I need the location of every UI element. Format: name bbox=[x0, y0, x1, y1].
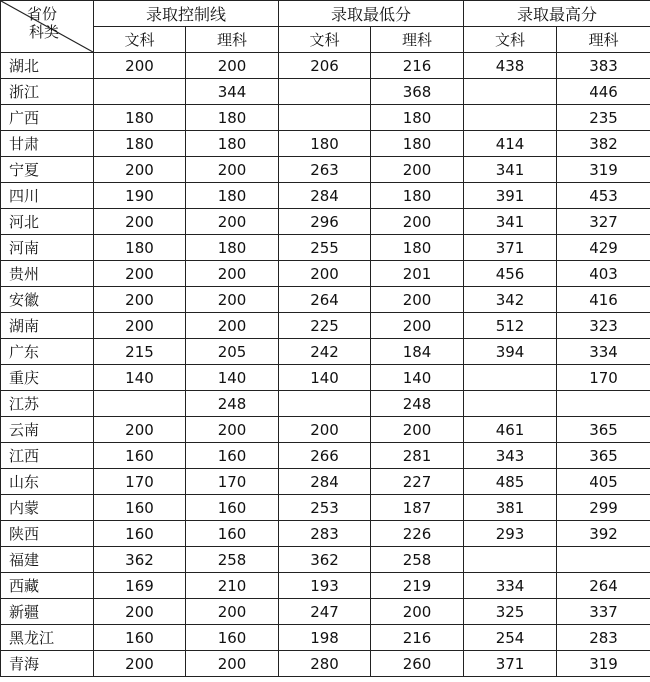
province-cell: 甘肃 bbox=[1, 131, 94, 157]
province-cell: 河南 bbox=[1, 235, 94, 261]
min-score-arts-cell: 255 bbox=[279, 235, 371, 261]
province-cell: 江西 bbox=[1, 443, 94, 469]
table-row bbox=[1, 391, 650, 417]
subheader-science: 理科 bbox=[186, 27, 279, 53]
max-score-arts-cell: 341 bbox=[464, 209, 557, 235]
province-cell: 西藏 bbox=[1, 573, 94, 599]
max-score-arts-cell: 394 bbox=[464, 339, 557, 365]
min-score-arts-cell: 247 bbox=[279, 599, 371, 625]
max-score-arts-cell: 438 bbox=[464, 53, 557, 79]
province-cell: 浙江 bbox=[1, 79, 94, 105]
table-row bbox=[1, 53, 650, 79]
min-score-arts-cell: 225 bbox=[279, 313, 371, 339]
max-score-arts-cell: 414 bbox=[464, 131, 557, 157]
control-line-arts-cell: 160 bbox=[94, 443, 186, 469]
control-line-science-cell: 200 bbox=[186, 261, 279, 287]
max-score-science-cell: 446 bbox=[557, 79, 650, 105]
table-row bbox=[1, 599, 650, 625]
header-row-groups bbox=[1, 1, 650, 27]
min-score-arts-cell: 198 bbox=[279, 625, 371, 651]
control-line-science-cell: 200 bbox=[186, 209, 279, 235]
min-score-science-cell: 184 bbox=[371, 339, 464, 365]
control-line-science-cell: 180 bbox=[186, 235, 279, 261]
table-row bbox=[1, 79, 650, 105]
max-score-arts-cell: 512 bbox=[464, 313, 557, 339]
province-cell: 福建 bbox=[1, 547, 94, 573]
min-score-science-cell: 216 bbox=[371, 53, 464, 79]
min-score-science-cell: 226 bbox=[371, 521, 464, 547]
max-score-science-cell: 365 bbox=[557, 443, 650, 469]
control-line-arts-cell: 200 bbox=[94, 261, 186, 287]
subheader-liberal-arts: 文科 bbox=[464, 27, 557, 53]
control-line-arts-cell: 200 bbox=[94, 651, 186, 677]
table-body bbox=[1, 53, 650, 677]
control-line-arts-cell: 200 bbox=[94, 209, 186, 235]
max-score-arts-cell: 371 bbox=[464, 235, 557, 261]
corner-label-province: 省份 bbox=[27, 5, 58, 23]
max-score-arts-cell: 343 bbox=[464, 443, 557, 469]
control-line-science-cell: 248 bbox=[186, 391, 279, 417]
max-score-science-cell: 283 bbox=[557, 625, 650, 651]
control-line-science-cell: 160 bbox=[186, 495, 279, 521]
min-score-arts-cell: 140 bbox=[279, 365, 371, 391]
control-line-arts-cell: 200 bbox=[94, 287, 186, 313]
control-line-science-cell: 258 bbox=[186, 547, 279, 573]
min-score-arts-cell: 193 bbox=[279, 573, 371, 599]
min-score-arts-cell: 200 bbox=[279, 417, 371, 443]
min-score-arts-cell: 264 bbox=[279, 287, 371, 313]
control-line-arts-cell bbox=[94, 391, 186, 417]
min-score-science-cell: 200 bbox=[371, 599, 464, 625]
min-score-arts-cell: 266 bbox=[279, 443, 371, 469]
table-row bbox=[1, 365, 650, 391]
min-score-arts-cell: 283 bbox=[279, 521, 371, 547]
control-line-arts-cell: 140 bbox=[94, 365, 186, 391]
min-score-science-cell: 200 bbox=[371, 209, 464, 235]
max-score-arts-cell: 391 bbox=[464, 183, 557, 209]
province-cell: 青海 bbox=[1, 651, 94, 677]
control-line-arts-cell: 180 bbox=[94, 105, 186, 131]
province-cell: 四川 bbox=[1, 183, 94, 209]
max-score-science-cell: 392 bbox=[557, 521, 650, 547]
max-score-arts-cell bbox=[464, 79, 557, 105]
group-header-min-score: 录取最低分 bbox=[279, 1, 464, 27]
min-score-science-cell: 200 bbox=[371, 417, 464, 443]
min-score-science-cell: 200 bbox=[371, 157, 464, 183]
control-line-arts-cell: 190 bbox=[94, 183, 186, 209]
min-score-arts-cell bbox=[279, 391, 371, 417]
province-cell: 黑龙江 bbox=[1, 625, 94, 651]
min-score-science-cell: 227 bbox=[371, 469, 464, 495]
table-row bbox=[1, 443, 650, 469]
max-score-science-cell: 299 bbox=[557, 495, 650, 521]
min-score-science-cell: 248 bbox=[371, 391, 464, 417]
province-cell: 云南 bbox=[1, 417, 94, 443]
control-line-science-cell: 344 bbox=[186, 79, 279, 105]
min-score-arts-cell: 284 bbox=[279, 183, 371, 209]
table-row bbox=[1, 495, 650, 521]
min-score-science-cell: 260 bbox=[371, 651, 464, 677]
control-line-arts-cell: 362 bbox=[94, 547, 186, 573]
control-line-science-cell: 200 bbox=[186, 313, 279, 339]
max-score-science-cell: 405 bbox=[557, 469, 650, 495]
control-line-arts-cell bbox=[94, 79, 186, 105]
province-cell: 山东 bbox=[1, 469, 94, 495]
corner-header-cell bbox=[1, 1, 94, 53]
min-score-science-cell: 140 bbox=[371, 365, 464, 391]
table-row bbox=[1, 339, 650, 365]
control-line-science-cell: 140 bbox=[186, 365, 279, 391]
max-score-arts-cell: 341 bbox=[464, 157, 557, 183]
province-cell: 河北 bbox=[1, 209, 94, 235]
max-score-arts-cell: 381 bbox=[464, 495, 557, 521]
table-row bbox=[1, 131, 650, 157]
max-score-science-cell: 383 bbox=[557, 53, 650, 79]
province-cell: 湖南 bbox=[1, 313, 94, 339]
max-score-science-cell: 319 bbox=[557, 157, 650, 183]
max-score-science-cell: 264 bbox=[557, 573, 650, 599]
control-line-science-cell: 170 bbox=[186, 469, 279, 495]
max-score-arts-cell: 485 bbox=[464, 469, 557, 495]
table-row bbox=[1, 287, 650, 313]
min-score-science-cell: 180 bbox=[371, 105, 464, 131]
max-score-science-cell: 403 bbox=[557, 261, 650, 287]
table-row bbox=[1, 183, 650, 209]
table-row bbox=[1, 573, 650, 599]
min-score-arts-cell: 253 bbox=[279, 495, 371, 521]
max-score-arts-cell: 371 bbox=[464, 651, 557, 677]
min-score-arts-cell: 263 bbox=[279, 157, 371, 183]
table-row bbox=[1, 105, 650, 131]
control-line-arts-cell: 200 bbox=[94, 53, 186, 79]
control-line-science-cell: 180 bbox=[186, 183, 279, 209]
control-line-arts-cell: 200 bbox=[94, 157, 186, 183]
control-line-science-cell: 180 bbox=[186, 105, 279, 131]
province-cell: 陕西 bbox=[1, 521, 94, 547]
min-score-arts-cell: 296 bbox=[279, 209, 371, 235]
min-score-arts-cell: 180 bbox=[279, 131, 371, 157]
control-line-arts-cell: 160 bbox=[94, 625, 186, 651]
subheader-liberal-arts: 文科 bbox=[279, 27, 371, 53]
min-score-arts-cell: 206 bbox=[279, 53, 371, 79]
max-score-arts-cell: 456 bbox=[464, 261, 557, 287]
max-score-arts-cell: 293 bbox=[464, 521, 557, 547]
control-line-science-cell: 205 bbox=[186, 339, 279, 365]
subheader-science: 理科 bbox=[371, 27, 464, 53]
min-score-science-cell: 180 bbox=[371, 183, 464, 209]
control-line-science-cell: 200 bbox=[186, 417, 279, 443]
max-score-science-cell: 334 bbox=[557, 339, 650, 365]
min-score-science-cell: 180 bbox=[371, 235, 464, 261]
province-cell: 宁夏 bbox=[1, 157, 94, 183]
max-score-arts-cell: 254 bbox=[464, 625, 557, 651]
max-score-science-cell bbox=[557, 391, 650, 417]
max-score-science-cell: 429 bbox=[557, 235, 650, 261]
header-row-subjects bbox=[1, 27, 650, 53]
max-score-science-cell: 416 bbox=[557, 287, 650, 313]
max-score-science-cell: 235 bbox=[557, 105, 650, 131]
table-row bbox=[1, 235, 650, 261]
table-row bbox=[1, 157, 650, 183]
min-score-arts-cell: 242 bbox=[279, 339, 371, 365]
province-cell: 新疆 bbox=[1, 599, 94, 625]
min-score-arts-cell bbox=[279, 105, 371, 131]
min-score-science-cell: 180 bbox=[371, 131, 464, 157]
table-row bbox=[1, 417, 650, 443]
table-row bbox=[1, 521, 650, 547]
control-line-science-cell: 160 bbox=[186, 443, 279, 469]
group-header-control-line: 录取控制线 bbox=[94, 1, 279, 27]
table-row bbox=[1, 469, 650, 495]
subheader-liberal-arts: 文科 bbox=[94, 27, 186, 53]
min-score-science-cell: 200 bbox=[371, 313, 464, 339]
control-line-science-cell: 200 bbox=[186, 53, 279, 79]
max-score-science-cell: 170 bbox=[557, 365, 650, 391]
province-cell: 贵州 bbox=[1, 261, 94, 287]
province-cell: 广东 bbox=[1, 339, 94, 365]
min-score-arts-cell: 280 bbox=[279, 651, 371, 677]
max-score-science-cell: 323 bbox=[557, 313, 650, 339]
max-score-arts-cell: 461 bbox=[464, 417, 557, 443]
control-line-science-cell: 180 bbox=[186, 131, 279, 157]
control-line-science-cell: 200 bbox=[186, 287, 279, 313]
control-line-arts-cell: 180 bbox=[94, 235, 186, 261]
province-cell: 广西 bbox=[1, 105, 94, 131]
min-score-science-cell: 216 bbox=[371, 625, 464, 651]
province-cell: 湖北 bbox=[1, 53, 94, 79]
max-score-science-cell: 382 bbox=[557, 131, 650, 157]
table-row bbox=[1, 651, 650, 677]
control-line-science-cell: 210 bbox=[186, 573, 279, 599]
min-score-science-cell: 258 bbox=[371, 547, 464, 573]
max-score-arts-cell bbox=[464, 365, 557, 391]
max-score-science-cell: 337 bbox=[557, 599, 650, 625]
control-line-science-cell: 200 bbox=[186, 599, 279, 625]
control-line-arts-cell: 200 bbox=[94, 313, 186, 339]
control-line-arts-cell: 160 bbox=[94, 521, 186, 547]
province-cell: 重庆 bbox=[1, 365, 94, 391]
control-line-arts-cell: 160 bbox=[94, 495, 186, 521]
min-score-arts-cell: 362 bbox=[279, 547, 371, 573]
table-row bbox=[1, 313, 650, 339]
province-cell: 江苏 bbox=[1, 391, 94, 417]
table-row bbox=[1, 261, 650, 287]
min-score-arts-cell: 284 bbox=[279, 469, 371, 495]
control-line-science-cell: 200 bbox=[186, 157, 279, 183]
table-row bbox=[1, 209, 650, 235]
control-line-arts-cell: 200 bbox=[94, 417, 186, 443]
max-score-arts-cell: 325 bbox=[464, 599, 557, 625]
min-score-science-cell: 187 bbox=[371, 495, 464, 521]
max-score-arts-cell: 342 bbox=[464, 287, 557, 313]
max-score-science-cell: 327 bbox=[557, 209, 650, 235]
max-score-science-cell: 453 bbox=[557, 183, 650, 209]
table-row bbox=[1, 547, 650, 573]
control-line-arts-cell: 200 bbox=[94, 599, 186, 625]
max-score-arts-cell bbox=[464, 391, 557, 417]
min-score-science-cell: 201 bbox=[371, 261, 464, 287]
corner-label-category: 科类 bbox=[29, 23, 60, 41]
control-line-arts-cell: 170 bbox=[94, 469, 186, 495]
control-line-science-cell: 160 bbox=[186, 625, 279, 651]
min-score-science-cell: 368 bbox=[371, 79, 464, 105]
province-cell: 内蒙 bbox=[1, 495, 94, 521]
subheader-science: 理科 bbox=[557, 27, 650, 53]
min-score-arts-cell bbox=[279, 79, 371, 105]
min-score-science-cell: 219 bbox=[371, 573, 464, 599]
min-score-science-cell: 200 bbox=[371, 287, 464, 313]
control-line-arts-cell: 169 bbox=[94, 573, 186, 599]
max-score-science-cell: 365 bbox=[557, 417, 650, 443]
control-line-science-cell: 160 bbox=[186, 521, 279, 547]
min-score-arts-cell: 200 bbox=[279, 261, 371, 287]
group-header-max-score: 录取最高分 bbox=[464, 1, 650, 27]
max-score-arts-cell bbox=[464, 547, 557, 573]
table-row bbox=[1, 625, 650, 651]
max-score-arts-cell bbox=[464, 105, 557, 131]
control-line-arts-cell: 215 bbox=[94, 339, 186, 365]
min-score-science-cell: 281 bbox=[371, 443, 464, 469]
control-line-science-cell: 200 bbox=[186, 651, 279, 677]
max-score-science-cell bbox=[557, 547, 650, 573]
max-score-arts-cell: 334 bbox=[464, 573, 557, 599]
control-line-arts-cell: 180 bbox=[94, 131, 186, 157]
province-cell: 安徽 bbox=[1, 287, 94, 313]
max-score-science-cell: 319 bbox=[557, 651, 650, 677]
